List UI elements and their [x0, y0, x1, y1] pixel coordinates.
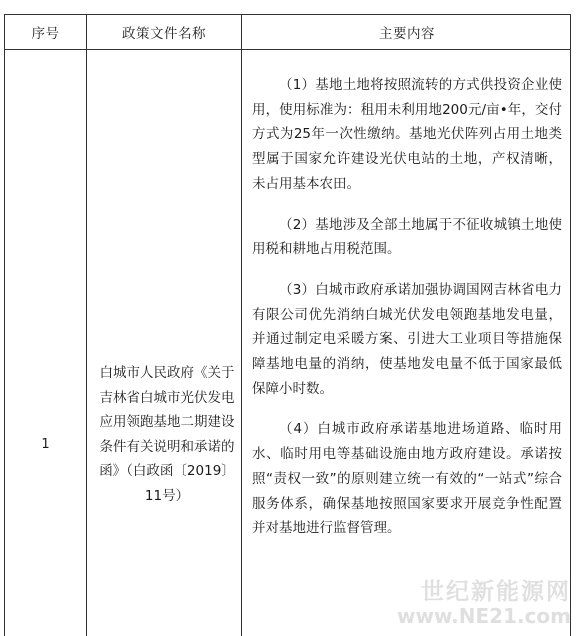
- content-item: （2）基地涉及全部土地属于不征收城镇土地使用税和耕地占用税范围。: [252, 216, 562, 258]
- row-main-content: [252, 73, 562, 557]
- content-item: （4）白城市政府承诺基地进场道路、临时用水、临时用电等基础设施由地方政府建设。承诺按照“责权一致”的原则建立统一有效的“一站式”综合服务体系，确保基地按照国家要求开展竞争性配置并对基地进行监督管理。: [252, 421, 562, 537]
- watermark-cn: 世纪新能源网: [421, 578, 571, 605]
- header-divider: [5, 49, 570, 50]
- content-item: （1）基地土地将按照流转的方式供投资企业使用，使用标准为：租用未利用地200元/亩•年，交付方式为25年一次性缴纳。基地光伏阵列占用土地类型属于国家允许建设光伏电站的土地，产权清晰，未占用基本农田。: [252, 77, 562, 192]
- row-seq: 1: [41, 437, 50, 452]
- header-doc-name: 政策文件名称: [122, 26, 206, 42]
- watermark-url: www.NE21.com: [396, 604, 571, 628]
- policy-table: [4, 14, 571, 636]
- column-divider: [241, 15, 242, 636]
- header-seq: 序号: [31, 26, 60, 42]
- column-divider: [86, 15, 87, 636]
- row-doc-name: 白城市人民政府《关于吉林省白城市光伏发电应用领跑基地二期建设条件有关说明和承诺的函》（白政函〔2019〕11号）: [99, 365, 235, 504]
- content-item: （3）白城市政府承诺加强协调国网吉林省电力有限公司优先消纳白城光伏发电领跑基地发电量，并通过制定电采暖方案、引进大工业项目等措施保障基地电量的消纳，使基地发电量不低于国家最低保障小时数。: [252, 281, 562, 397]
- header-main-content: 主要内容: [379, 26, 435, 42]
